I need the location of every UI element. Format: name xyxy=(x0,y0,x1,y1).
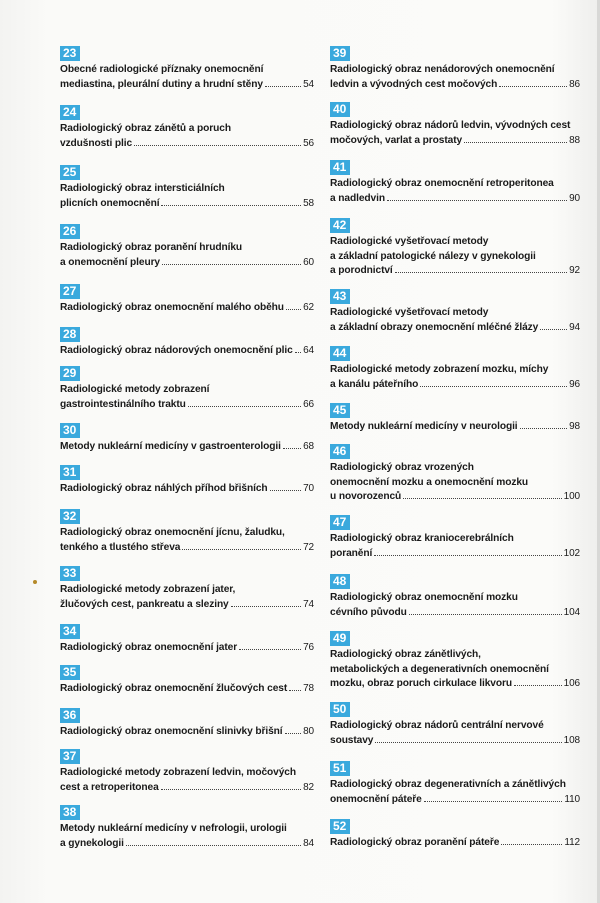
chapter-title-line: u novorozenců xyxy=(330,491,402,502)
dot-leader xyxy=(501,844,562,845)
chapter-title-line: Radiologický obraz onemocnění malého oběhu xyxy=(60,302,284,313)
chapter-title-line: plicních onemocnění xyxy=(60,197,160,209)
chapter-title-line: Radiologický obraz poranění hrudníku xyxy=(60,242,243,253)
dot-leader xyxy=(285,733,302,734)
chapter-title-line: Metody nukleární medicíny v gastroenterologii xyxy=(60,441,281,452)
toc-entry[interactable] xyxy=(60,282,314,316)
page-number: 72 xyxy=(303,541,314,553)
chapter-title-line: Radiologické metody zobrazení mozku, míchy xyxy=(330,364,549,375)
page-number: 88 xyxy=(569,134,580,146)
chapter-number-badge: 43 xyxy=(330,289,350,304)
dot-leader xyxy=(409,614,562,615)
dot-leader xyxy=(270,490,302,491)
toc-entry[interactable] xyxy=(60,622,314,656)
chapter-title-last-line xyxy=(330,677,580,692)
chapter-title xyxy=(60,122,314,151)
toc-entry[interactable] xyxy=(330,442,580,505)
chapter-number-badge: 44 xyxy=(330,346,350,361)
page-number: 90 xyxy=(569,192,580,204)
chapter-number-badge: 48 xyxy=(330,574,350,589)
chapter-title-line: gastrointestinálního traktu xyxy=(60,398,186,410)
toc-entry[interactable] xyxy=(60,463,314,497)
page-number: 58 xyxy=(303,197,314,209)
chapter-title-line: Radiologický obraz nádorových onemocnění plic xyxy=(60,345,293,356)
chapter-number-badge: 50 xyxy=(330,702,350,717)
page-number: 108 xyxy=(563,734,580,746)
page-number: 60 xyxy=(303,256,314,268)
chapter-title-line: Radiologické vyšetřovací metody xyxy=(330,236,489,247)
chapter-title-line: a gynekologii xyxy=(60,837,124,849)
chapter-number-badge: 39 xyxy=(330,46,350,61)
chapter-number-badge: 36 xyxy=(60,708,80,723)
chapter-title-last-line xyxy=(330,378,580,393)
chapter-title-line: onemocnění mozku a onemocnění mozku xyxy=(330,476,529,488)
toc-entry[interactable] xyxy=(330,572,580,620)
chapter-number-badge: 27 xyxy=(60,284,80,299)
chapter-title-line: Radiologický obraz náhlých příhod břišních xyxy=(60,483,268,494)
chapter-title-last-line xyxy=(60,301,314,316)
chapter-title-line: Radiologický obraz nádorů ledvin, vývodných cest xyxy=(330,120,571,131)
chapter-title xyxy=(330,420,580,435)
chapter-title-last-line xyxy=(60,197,314,212)
chapter-number-badge: 34 xyxy=(60,624,80,639)
chapter-title-line: Radiologický obraz onemocnění jater xyxy=(60,642,238,653)
dot-leader xyxy=(514,685,562,686)
dot-leader xyxy=(239,649,301,650)
dot-leader xyxy=(283,448,301,449)
chapter-title-line: a onemocnění pleury xyxy=(60,256,161,268)
page-number: 110 xyxy=(564,793,580,805)
dot-leader xyxy=(182,549,301,550)
chapter-title xyxy=(60,241,314,270)
chapter-number-badge: 28 xyxy=(60,327,80,342)
chapter-title-last-line xyxy=(60,682,314,697)
dot-leader xyxy=(289,690,301,691)
page-number: 106 xyxy=(563,678,580,689)
chapter-title-last-line xyxy=(60,598,314,613)
chapter-number-badge: 42 xyxy=(330,218,350,233)
page-number: 102 xyxy=(563,547,580,559)
dot-leader xyxy=(295,352,301,353)
page-number: 66 xyxy=(303,398,314,410)
page-number: 98 xyxy=(569,421,580,432)
page-number: 76 xyxy=(303,642,314,653)
chapter-title-line: vzdušnosti plic xyxy=(60,137,133,149)
page-number: 68 xyxy=(303,441,314,452)
page-number: 70 xyxy=(303,483,314,494)
chapter-title-line: soustavy xyxy=(330,734,374,746)
dot-leader xyxy=(374,555,561,556)
page-number: 82 xyxy=(303,781,314,793)
dot-leader xyxy=(499,86,567,87)
chapter-title-line: Radiologický obraz degenerativních a zánětlivých xyxy=(330,779,566,790)
chapter-number-badge: 29 xyxy=(60,366,80,381)
chapter-title-last-line xyxy=(330,134,580,149)
chapter-title xyxy=(60,526,314,555)
page-number: 56 xyxy=(303,137,314,149)
chapter-number-badge: 46 xyxy=(330,444,350,459)
page-number: 54 xyxy=(303,78,314,90)
dot-leader xyxy=(161,205,301,206)
chapter-title xyxy=(330,836,580,851)
page-number: 94 xyxy=(569,321,580,333)
chapter-title-line: Radiologický obraz onemocnění žlučových cest xyxy=(60,683,288,694)
chapter-title xyxy=(60,301,314,316)
page-number: 100 xyxy=(563,491,580,502)
toc-entry[interactable] xyxy=(330,344,580,392)
page-number: 96 xyxy=(569,378,580,390)
chapter-title xyxy=(60,182,314,211)
chapter-title-line: Metody nukleární medicíny v nefrologii, urologii xyxy=(60,823,287,834)
chapter-title-last-line xyxy=(330,321,580,336)
toc-entry[interactable] xyxy=(330,44,580,92)
chapter-title-line: Radiologické metody zobrazení ledvin, močových xyxy=(60,767,296,778)
chapter-title-last-line xyxy=(60,78,314,93)
chapter-title-line: Radiologický obraz nádorů centrální nervové xyxy=(330,720,544,731)
toc-entry[interactable] xyxy=(330,287,580,335)
chapter-title xyxy=(60,766,314,795)
toc-entry[interactable] xyxy=(60,222,314,270)
dot-leader xyxy=(387,200,567,201)
chapter-number-badge: 33 xyxy=(60,566,80,581)
toc-entry[interactable] xyxy=(60,44,314,92)
chapter-number-badge: 24 xyxy=(60,105,80,120)
toc-entry[interactable] xyxy=(60,103,314,151)
chapter-title xyxy=(60,583,314,612)
toc-entry[interactable] xyxy=(60,706,314,740)
chapter-title-line: ledvin a vývodných cest močových xyxy=(330,78,498,90)
chapter-title-line: metabolických a degenerativních onemocnění xyxy=(330,663,549,675)
page-number: 112 xyxy=(564,837,580,848)
chapter-title-last-line xyxy=(60,256,314,271)
chapter-title-last-line xyxy=(330,420,580,435)
chapter-title-line: Radiologický obraz onemocnění jícnu, žaludku, xyxy=(60,527,285,538)
chapter-title-last-line xyxy=(330,78,580,93)
chapter-title-last-line xyxy=(330,734,580,749)
toc-entry[interactable] xyxy=(60,663,314,697)
toc-entry[interactable] xyxy=(60,747,314,795)
chapter-title-line: Radiologický obraz zánětů a poruch xyxy=(60,123,231,134)
chapter-title-last-line xyxy=(60,725,314,740)
toc-entry[interactable] xyxy=(330,817,580,851)
chapter-number-badge: 35 xyxy=(60,665,80,680)
chapter-title xyxy=(330,778,580,807)
chapter-title-line: a nadledvin xyxy=(330,192,385,204)
chapter-title-line: a základní obrazy onemocnění mléčné žlázy xyxy=(330,321,539,333)
chapter-title xyxy=(60,63,314,92)
chapter-title-line: Metody nukleární medicíny v neurologii xyxy=(330,421,518,432)
dot-leader xyxy=(286,309,301,310)
toc-entry[interactable] xyxy=(330,759,580,807)
chapter-title-line: Radiologický obraz zánětlivých, xyxy=(330,649,481,660)
dot-leader xyxy=(395,272,567,273)
dot-leader xyxy=(188,406,301,407)
paper-speck xyxy=(33,580,37,584)
page-number: 92 xyxy=(569,265,580,276)
dot-leader xyxy=(375,742,561,743)
chapter-title-last-line xyxy=(60,541,314,556)
chapter-title xyxy=(60,822,314,851)
chapter-title xyxy=(330,461,580,505)
chapter-number-badge: 47 xyxy=(330,515,350,530)
chapter-title-line: poranění xyxy=(330,547,373,559)
page-number: 64 xyxy=(303,345,314,356)
dot-leader xyxy=(520,428,568,429)
chapter-title xyxy=(330,177,580,206)
chapter-title-line: Radiologický obraz onemocnění slinivky břišní xyxy=(60,726,283,737)
chapter-title-line: Radiologický obraz vrozených xyxy=(330,462,474,473)
chapter-title-line: onemocnění páteře xyxy=(330,793,422,805)
chapter-title-last-line xyxy=(330,490,580,505)
page-number: 84 xyxy=(303,837,314,849)
chapter-title xyxy=(330,119,580,148)
chapter-number-badge: 37 xyxy=(60,749,80,764)
chapter-title-line: a základní patologické nálezy v gynekologii xyxy=(330,250,536,262)
chapter-title xyxy=(330,648,580,692)
chapter-title xyxy=(60,725,314,740)
dot-leader xyxy=(126,845,301,846)
chapter-number-badge: 32 xyxy=(60,509,80,524)
chapter-title-line: Radiologický obraz poranění páteře xyxy=(330,837,500,848)
chapter-title-line: Radiologické metody zobrazení xyxy=(60,384,210,395)
chapter-title-last-line xyxy=(330,606,580,621)
chapter-title xyxy=(60,641,314,656)
chapter-title xyxy=(330,235,580,279)
chapter-title-line: tenkého a tlustého střeva xyxy=(60,541,181,553)
dot-leader xyxy=(464,142,567,143)
dot-leader xyxy=(540,329,567,330)
toc-entry[interactable] xyxy=(60,803,314,851)
chapter-title-last-line xyxy=(60,641,314,656)
chapter-title-last-line xyxy=(330,836,580,851)
chapter-number-badge: 31 xyxy=(60,465,80,480)
dot-leader xyxy=(161,789,301,790)
chapter-number-badge: 26 xyxy=(60,224,80,239)
dot-leader xyxy=(265,86,301,87)
chapter-title-line: Radiologický obraz intersticiálních xyxy=(60,183,225,194)
chapter-title-last-line xyxy=(60,398,314,413)
chapter-number-badge: 25 xyxy=(60,165,80,180)
page-number: 78 xyxy=(303,683,314,694)
chapter-title xyxy=(330,591,580,620)
chapter-title xyxy=(330,63,580,92)
chapter-title-last-line xyxy=(330,547,580,562)
chapter-title-line: Radiologický obraz onemocnění retroperitonea xyxy=(330,178,554,189)
chapter-title-line: cest a retroperitonea xyxy=(60,781,159,793)
chapter-title-line: Obecné radiologické příznaky onemocnění xyxy=(60,64,264,75)
chapter-number-badge: 30 xyxy=(60,423,80,438)
chapter-title-line: Radiologický obraz nenádorových onemocnění xyxy=(330,64,555,75)
page-number: 80 xyxy=(303,726,314,737)
chapter-title-line: Radiologické metody zobrazení jater, xyxy=(60,584,236,595)
chapter-title-line: Radiologické vyšetřovací metody xyxy=(330,307,489,318)
toc-entry[interactable] xyxy=(330,629,580,692)
chapter-title-last-line xyxy=(60,137,314,152)
page-number: 86 xyxy=(569,78,580,90)
chapter-title-last-line xyxy=(60,837,314,852)
dot-leader xyxy=(403,498,561,499)
page-number: 62 xyxy=(303,302,314,313)
toc-entry[interactable] xyxy=(330,216,580,279)
chapter-title xyxy=(330,719,580,748)
toc-entry[interactable] xyxy=(330,513,580,561)
chapter-title-line: močových, varlat a prostaty xyxy=(330,134,463,146)
toc-entry[interactable] xyxy=(330,401,580,435)
chapter-title-last-line xyxy=(330,793,580,808)
toc-entry[interactable] xyxy=(330,700,580,748)
page-number: 74 xyxy=(303,598,314,610)
chapter-title xyxy=(60,440,314,455)
chapter-title xyxy=(330,532,580,561)
toc-entry[interactable] xyxy=(60,564,314,612)
chapter-title-line: mediastina, pleurální dutiny a hrudní stěny xyxy=(60,78,263,90)
chapter-number-badge: 38 xyxy=(60,805,80,820)
page-number: 104 xyxy=(563,606,580,618)
chapter-title-last-line xyxy=(60,482,314,497)
chapter-title-line: Radiologický obraz onemocnění mozku xyxy=(330,592,518,603)
toc-entry[interactable] xyxy=(330,158,580,206)
toc-entry[interactable] xyxy=(330,100,580,148)
chapter-title-last-line xyxy=(330,192,580,207)
chapter-title-last-line xyxy=(60,440,314,455)
chapter-title xyxy=(60,344,314,359)
chapter-title xyxy=(60,383,314,412)
chapter-title xyxy=(330,306,580,335)
toc-entry[interactable] xyxy=(60,364,314,412)
chapter-title-line: žlučových cest, pankreatu a sleziny xyxy=(60,598,229,610)
chapter-title-line: Radiologický obraz kraniocerebrálních xyxy=(330,533,514,544)
chapter-title-line: a kanálu páteřního xyxy=(330,378,419,390)
dot-leader xyxy=(134,145,301,146)
chapter-title-last-line xyxy=(60,344,314,359)
chapter-title xyxy=(60,682,314,697)
dot-leader xyxy=(420,386,567,387)
toc-entry[interactable] xyxy=(60,507,314,555)
chapter-number-badge: 51 xyxy=(330,761,350,776)
chapter-title-last-line xyxy=(330,264,580,279)
chapter-number-badge: 45 xyxy=(330,403,350,418)
chapter-title-line: a porodnictví xyxy=(330,265,393,276)
dot-leader xyxy=(231,606,301,607)
chapter-number-badge: 41 xyxy=(330,160,350,175)
toc-entry[interactable] xyxy=(60,325,314,359)
dot-leader xyxy=(162,264,301,265)
chapter-number-badge: 49 xyxy=(330,631,350,646)
chapter-number-badge: 52 xyxy=(330,819,350,834)
chapter-number-badge: 23 xyxy=(60,46,80,61)
chapter-title xyxy=(330,363,580,392)
chapter-title-line: mozku, obraz poruch cirkulace likvoru xyxy=(330,678,512,689)
toc-entry[interactable] xyxy=(60,421,314,455)
dot-leader xyxy=(424,801,563,802)
chapter-title-last-line xyxy=(60,781,314,796)
chapter-title xyxy=(60,482,314,497)
chapter-number-badge: 40 xyxy=(330,102,350,117)
toc-entry[interactable] xyxy=(60,163,314,211)
chapter-title-line: cévního původu xyxy=(330,606,407,618)
